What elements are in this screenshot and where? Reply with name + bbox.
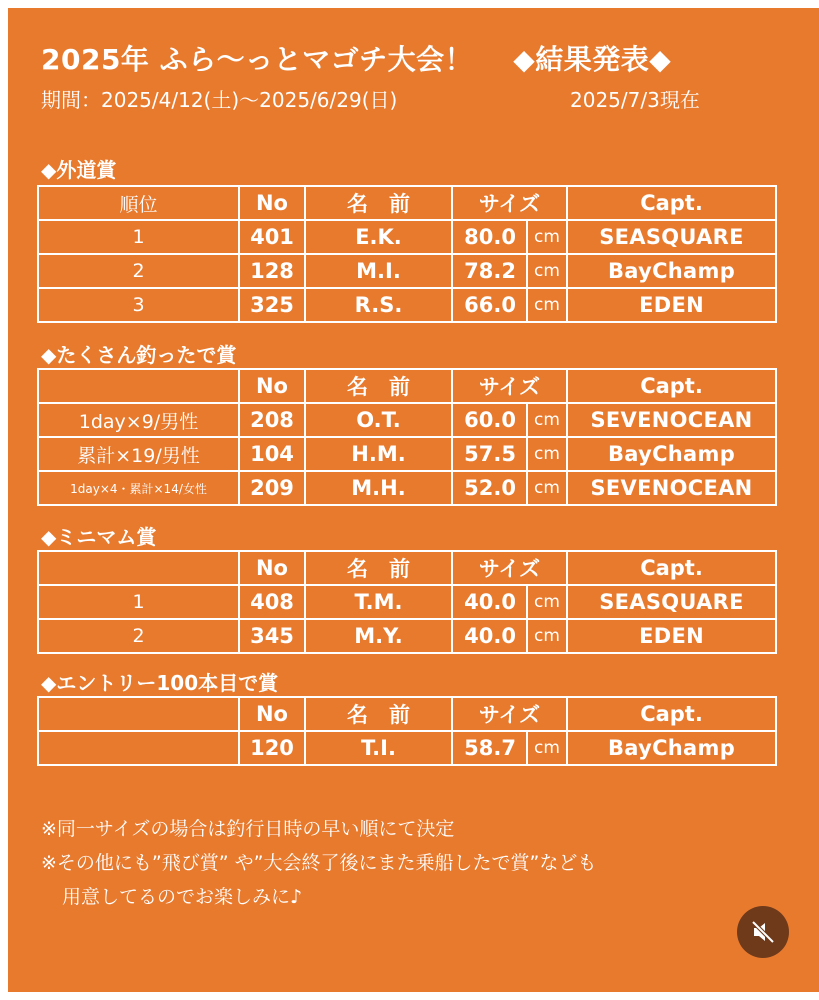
note-look-forward: 用意してるのでお楽しみに♪ <box>62 886 303 908</box>
cell-category: 1day×4・累計×14/女性 <box>38 471 239 505</box>
cell-rank: 2 <box>38 254 239 288</box>
header-name: 名 前 <box>305 186 452 220</box>
table-row <box>38 288 776 322</box>
cell-name: O.T. <box>305 403 452 437</box>
header-rank: 順位 <box>38 186 239 220</box>
table-row <box>38 403 776 437</box>
table-row <box>38 437 776 471</box>
speaker-muted-icon <box>750 919 776 945</box>
cell-capt: SEASQUARE <box>567 585 776 619</box>
cell-unit: cm <box>527 619 567 653</box>
cell-category <box>38 731 239 765</box>
table-row <box>38 731 776 765</box>
cell-size: 66.0 <box>452 288 527 322</box>
cell-size: 40.0 <box>452 619 527 653</box>
table-row <box>38 619 776 653</box>
header-size: サイズ <box>452 186 567 220</box>
section-title-minimum: ◆ミニマム賞 <box>41 525 157 549</box>
cell-unit: cm <box>527 471 567 505</box>
cell-size: 58.7 <box>452 731 527 765</box>
cell-unit: cm <box>527 585 567 619</box>
cell-capt: BayChamp <box>567 254 776 288</box>
cell-size: 80.0 <box>452 220 527 254</box>
cell-unit: cm <box>527 220 567 254</box>
cell-capt: EDEN <box>567 288 776 322</box>
note-tiebreak: ※同一サイズの場合は釣行日時の早い順にて決定 <box>41 818 455 840</box>
cell-name: E.K. <box>305 220 452 254</box>
table-row <box>38 220 776 254</box>
cell-no: 104 <box>239 437 305 471</box>
header-no: No <box>239 697 305 731</box>
table-100th-entry <box>37 696 777 766</box>
header-category <box>38 697 239 731</box>
cell-rank: 3 <box>38 288 239 322</box>
cell-rank: 1 <box>38 220 239 254</box>
table-gedo <box>37 185 777 323</box>
table-header-row <box>38 186 776 220</box>
cell-name: T.M. <box>305 585 452 619</box>
header-no: No <box>239 186 305 220</box>
cell-category: 1day×9/男性 <box>38 403 239 437</box>
header-rank <box>38 551 239 585</box>
cell-unit: cm <box>527 288 567 322</box>
header-category <box>38 369 239 403</box>
header-no: No <box>239 551 305 585</box>
section-title-most-catches: ◆たくさん釣ったで賞 <box>41 343 237 367</box>
header-capt: Capt. <box>567 186 776 220</box>
header-capt: Capt. <box>567 551 776 585</box>
cell-unit: cm <box>527 437 567 471</box>
table-row <box>38 254 776 288</box>
cell-capt: BayChamp <box>567 437 776 471</box>
page-title <box>41 38 671 78</box>
cell-size: 40.0 <box>452 585 527 619</box>
note-other-prizes: ※その他にも”飛び賞” や”大会終了後にまた乗船したで賞”なども <box>41 852 597 874</box>
header-no: No <box>239 369 305 403</box>
cell-rank: 2 <box>38 619 239 653</box>
cell-no: 120 <box>239 731 305 765</box>
cell-rank: 1 <box>38 585 239 619</box>
mute-button[interactable] <box>737 906 789 958</box>
header-capt: Capt. <box>567 369 776 403</box>
section-title-100th-entry: ◆エントリー100本目で賞 <box>41 671 279 695</box>
cell-name: M.I. <box>305 254 452 288</box>
header-size: サイズ <box>452 369 567 403</box>
section-title-gedo: ◆外道賞 <box>41 158 117 182</box>
header-name: 名 前 <box>305 369 452 403</box>
table-header-row <box>38 369 776 403</box>
cell-size: 57.5 <box>452 437 527 471</box>
table-most-catches <box>37 368 777 506</box>
table-row <box>38 471 776 505</box>
cell-no: 401 <box>239 220 305 254</box>
cell-unit: cm <box>527 731 567 765</box>
table-minimum <box>37 550 777 654</box>
cell-capt: SEVENOCEAN <box>567 403 776 437</box>
cell-no: 345 <box>239 619 305 653</box>
cell-category: 累計×19/男性 <box>38 437 239 471</box>
header-size: サイズ <box>452 551 567 585</box>
cell-capt: SEVENOCEAN <box>567 471 776 505</box>
cell-size: 60.0 <box>452 403 527 437</box>
cell-no: 209 <box>239 471 305 505</box>
table-row <box>38 585 776 619</box>
cell-name: M.H. <box>305 471 452 505</box>
cell-unit: cm <box>527 403 567 437</box>
result-label: ◆結果発表◆ <box>513 43 672 76</box>
cell-no: 208 <box>239 403 305 437</box>
header-capt: Capt. <box>567 697 776 731</box>
contest-period: 期間：2025/4/12(土)〜2025/6/29(日) <box>41 88 398 112</box>
table-header-row <box>38 697 776 731</box>
cell-capt: EDEN <box>567 619 776 653</box>
table-header-row <box>38 551 776 585</box>
title-text: 2025年 ふら〜っとマゴチ大会！ <box>41 43 474 76</box>
cell-capt: BayChamp <box>567 731 776 765</box>
cell-size: 78.2 <box>452 254 527 288</box>
cell-capt: SEASQUARE <box>567 220 776 254</box>
header-name: 名 前 <box>305 697 452 731</box>
cell-size: 52.0 <box>452 471 527 505</box>
cell-unit: cm <box>527 254 567 288</box>
cell-no: 408 <box>239 585 305 619</box>
cell-name: M.Y. <box>305 619 452 653</box>
cell-name: H.M. <box>305 437 452 471</box>
as-of-date: 2025/7/3現在 <box>570 88 700 112</box>
cell-name: T.I. <box>305 731 452 765</box>
header-name: 名 前 <box>305 551 452 585</box>
cell-no: 128 <box>239 254 305 288</box>
cell-name: R.S. <box>305 288 452 322</box>
cell-no: 325 <box>239 288 305 322</box>
header-size: サイズ <box>452 697 567 731</box>
